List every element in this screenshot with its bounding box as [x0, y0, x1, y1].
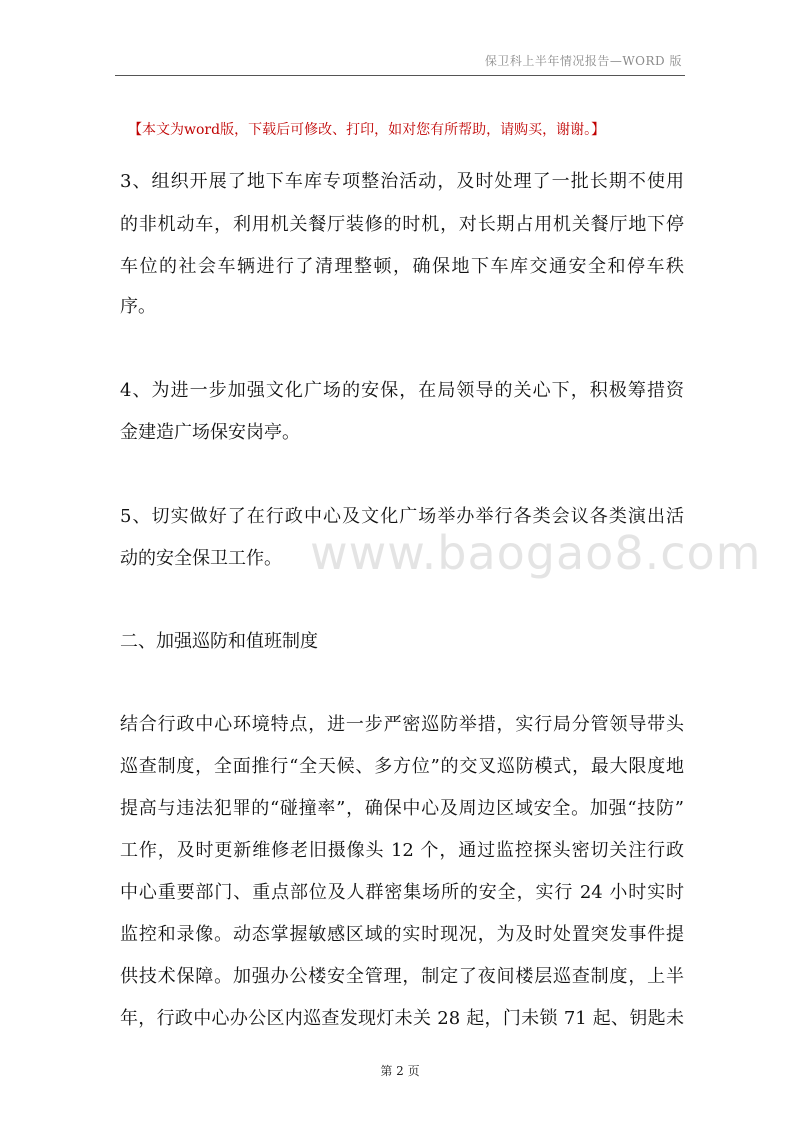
text-line: 提高与违法犯罪的“碰撞率”，确保中心及周边区域安全。加强“技防”	[120, 798, 684, 819]
text-line: 工作，及时更新维修老旧摄像头 12 个，通过监控探头密切关注行政	[120, 840, 684, 861]
text-line: 的非机动车，利用机关餐厅装修的时机，对长期占用机关餐厅地下停	[120, 214, 684, 235]
text-line: 5、切实做好了在行政中心及文化广场举办举行各类会议各类演出活	[120, 506, 684, 527]
text-line: 巡查制度，全面推行“全天候、多方位”的交叉巡防模式，最大限度地	[120, 756, 684, 777]
text-line: 二、加强巡防和值班制度	[120, 631, 318, 652]
page-number: 第 2 页	[380, 1064, 420, 1078]
watermark: www.baogao8.com	[310, 526, 762, 580]
text-line: 金建造广场保安岗亭。	[120, 422, 300, 443]
text-line: 结合行政中心环境特点，进一步严密巡防举措，实行局分管领导带头	[120, 714, 684, 735]
text-line: 序。	[120, 296, 156, 317]
text-line: 3、组织开展了地下车库专项整治活动，及时处理了一批长期不使用	[120, 171, 684, 192]
text-line: 年，行政中心办公区内巡查发现灯未关 28 起，门未锁 71 起、钥匙未	[120, 1008, 684, 1029]
text-line: 中心重要部门、重点部位及人群密集场所的安全，实行 24 小时实时	[120, 882, 684, 903]
text-line: 监控和录像。动态掌握敏感区域的实时现况，为及时处置突发事件提	[120, 924, 684, 945]
page-header-title: 保卫科上半年情况报告—WORD 版	[484, 54, 682, 68]
header-rule	[115, 75, 685, 76]
text-line: 车位的社会车辆进行了清理整顿，确保地下车库交通安全和停车秩	[120, 256, 684, 277]
text-line: 动的安全保卫工作。	[120, 548, 282, 569]
download-notice: 【本文为word版，下载后可修改、打印，如对您有所帮助，请购买，谢谢。】	[128, 122, 606, 138]
text-line: 供技术保障。加强办公楼安全管理，制定了夜间楼层巡查制度，上半	[120, 966, 684, 987]
text-line: 4、为进一步加强文化广场的安保，在局领导的关心下，积极筹措资	[120, 380, 684, 401]
